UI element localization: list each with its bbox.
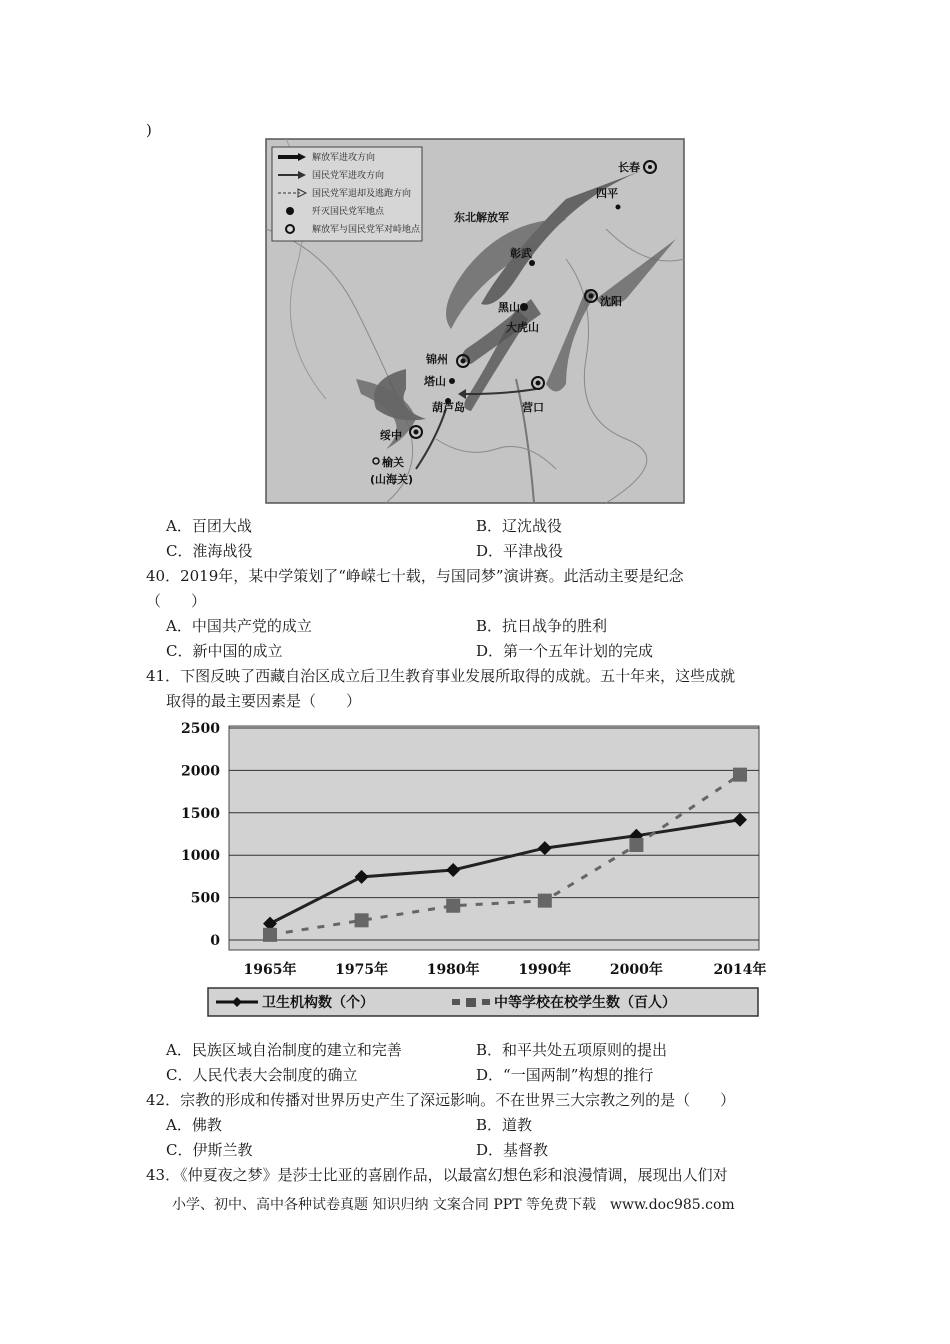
x-tick-label: 1990年 xyxy=(518,962,572,978)
y-tick-label: 2500 xyxy=(181,721,220,737)
option-c: C．淮海战役 xyxy=(166,542,253,560)
question-40: 40．2019年，某中学策划了“峥嵘七十载，与国同梦”演讲赛。此活动主要是纪念 xyxy=(146,567,684,585)
question-42: 42．宗教的形成和传播对世界历史产生了深远影响。不在世界三大宗教之列的是（ ） xyxy=(146,1091,736,1109)
option-b: B．道教 xyxy=(476,1116,533,1134)
question-40-paren: （ ） xyxy=(146,592,207,610)
option-b: B．抗日战争的胜利 xyxy=(476,617,608,635)
option-c: C．人民代表大会制度的确立 xyxy=(166,1066,358,1084)
top-paren: ) xyxy=(146,121,152,139)
question-41: 41．下图反映了西藏自治区成立后卫生教育事业发展所取得的成就。五十年来，这些成就 xyxy=(146,667,736,685)
y-tick-label: 2000 xyxy=(181,763,220,780)
x-tick-label: 1975年 xyxy=(335,962,389,978)
place-label: 塔山 xyxy=(424,375,446,388)
square-marker xyxy=(733,768,747,782)
legend-series-2: 中等学校在校学生数（百人） xyxy=(494,995,676,1011)
square-marker xyxy=(538,894,552,908)
y-axis-ticks xyxy=(181,721,220,949)
option-d: D．基督教 xyxy=(476,1141,549,1159)
option-c: C．伊斯兰教 xyxy=(166,1141,253,1159)
legend-text: 解放军与国民党军对峙地点 xyxy=(312,225,421,235)
place-label: 榆关 xyxy=(382,456,404,469)
place-label: 大虎山 xyxy=(506,321,539,334)
x-axis-ticks xyxy=(244,961,767,978)
option-d: D．第一个五年计划的完成 xyxy=(476,642,654,660)
place-label: 锦州 xyxy=(426,353,448,366)
place-label: 彰武 xyxy=(510,247,532,260)
option-a: A．中国共产党的成立 xyxy=(166,617,312,635)
option-b: B．和平共处五项原则的提出 xyxy=(476,1041,668,1059)
y-tick-label: 500 xyxy=(190,890,220,907)
square-marker xyxy=(355,913,369,927)
legend-series-1: 卫生机构数（个） xyxy=(262,995,374,1011)
y-tick-label: 1000 xyxy=(181,848,220,865)
legend-text: 国民党军进攻方向 xyxy=(312,171,385,181)
tibet-development-chart xyxy=(181,718,767,1020)
square-marker xyxy=(263,928,277,942)
option-a: A．佛教 xyxy=(166,1116,222,1134)
place-label: (山海关) xyxy=(370,473,414,486)
x-tick-label: 2014年 xyxy=(713,962,767,978)
place-label: 葫芦岛 xyxy=(432,401,465,414)
x-tick-label: 2000年 xyxy=(609,962,663,978)
question-43: 43．《仲夏夜之梦》是莎士比亚的喜剧作品，以最富幻想色彩和浪漫情调，展现出人们对 xyxy=(146,1166,728,1184)
option-b: B．辽沈战役 xyxy=(476,517,563,535)
question-41-line2: 取得的最主要因素是（ ） xyxy=(166,692,362,710)
legend-text: 歼灭国民党军地点 xyxy=(312,207,385,217)
place-label: 长春 xyxy=(618,161,640,174)
place-label: 沈阳 xyxy=(600,295,622,308)
x-tick-label: 1980年 xyxy=(426,962,480,978)
place-label: 黑山 xyxy=(498,301,520,314)
footer: 小学、初中、高中各种试卷真题 知识归纳 文案合同 PPT 等免费下载 www.doc985.com xyxy=(172,1197,735,1213)
option-d: D．平津战役 xyxy=(476,542,564,560)
option-a: A．百团大战 xyxy=(166,517,252,535)
option-a: A．民族区域自治制度的建立和完善 xyxy=(166,1041,402,1059)
legend-text: 解放军进攻方向 xyxy=(312,153,376,163)
liaoshen-campaign-map xyxy=(266,139,684,503)
y-tick-label: 0 xyxy=(210,933,220,949)
place-label: 四平 xyxy=(596,187,618,200)
place-label: 营口 xyxy=(522,401,544,414)
place-label: 东北解放军 xyxy=(454,211,509,224)
x-tick-label: 1965年 xyxy=(243,962,297,978)
y-tick-label: 1500 xyxy=(181,805,220,822)
place-label: 绥中 xyxy=(380,429,402,442)
option-c: C．新中国的成立 xyxy=(166,642,283,660)
option-d: D．“一国两制”构想的推行 xyxy=(476,1066,654,1084)
square-marker xyxy=(629,838,643,852)
legend-text: 国民党军退却及逃跑方向 xyxy=(312,189,412,199)
square-marker xyxy=(446,899,460,913)
